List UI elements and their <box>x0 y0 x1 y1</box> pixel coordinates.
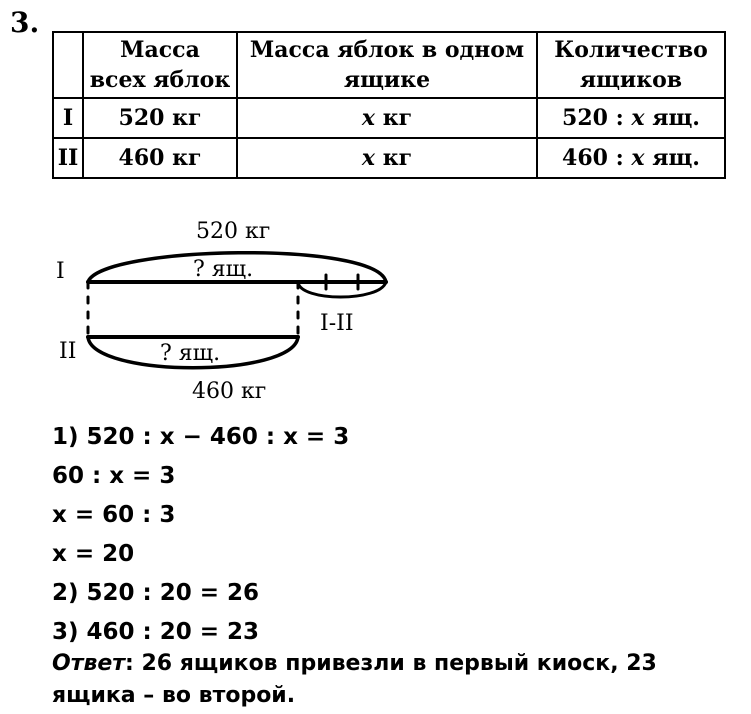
top-total-label: 520 кг <box>196 219 271 244</box>
header-line: ящике <box>343 67 431 93</box>
unit: ящ. <box>644 105 700 131</box>
unit: кг <box>375 145 413 171</box>
count-expr: 460 : <box>562 145 632 171</box>
answer-label: Ответ <box>52 651 126 676</box>
answer <box>52 648 742 712</box>
variable: x <box>631 105 645 131</box>
solution-line: 1) 520 : x − 460 : x = 3 <box>52 424 350 450</box>
variable: x <box>361 145 376 171</box>
brace-difference <box>298 282 386 297</box>
solution-line: 2) 520 : 20 = 26 <box>52 580 260 606</box>
unit: ящ. <box>644 145 700 171</box>
bottom-question-label: ? ящ. <box>160 341 221 366</box>
header-line: Масса яблок в одном <box>249 37 525 63</box>
header-line: ящиков <box>579 67 683 93</box>
bottom-total-label: 460 кг <box>192 379 267 404</box>
variable: x <box>361 105 376 131</box>
top-question-label: ? ящ. <box>193 257 254 282</box>
count-expr: 520 : <box>562 105 632 131</box>
task-number: 3. <box>10 6 40 39</box>
label-i: I <box>56 259 65 284</box>
row-total-mass: 520 кг <box>83 98 237 138</box>
solution-steps <box>52 418 349 652</box>
answer-text: : 26 ящиков привезли в первый киоск, 23 ящика – во второй. <box>52 651 657 708</box>
row-label: I <box>53 98 83 138</box>
row-total-mass: 460 кг <box>83 138 237 178</box>
unit: кг <box>375 105 413 131</box>
solution-line: x = 60 : 3 <box>52 502 176 528</box>
header-line: Количество <box>554 37 708 63</box>
header-line: Масса <box>120 37 200 63</box>
variable: x <box>631 145 645 171</box>
row-label: II <box>53 138 83 178</box>
solution-line: x = 20 <box>52 541 135 567</box>
solution-line: 3) 460 : 20 = 23 <box>52 619 260 645</box>
label-ii: II <box>59 339 77 364</box>
difference-label: I-II <box>320 311 354 336</box>
header-line: всех яблок <box>89 67 231 93</box>
solution-line: 60 : x = 3 <box>52 463 176 489</box>
